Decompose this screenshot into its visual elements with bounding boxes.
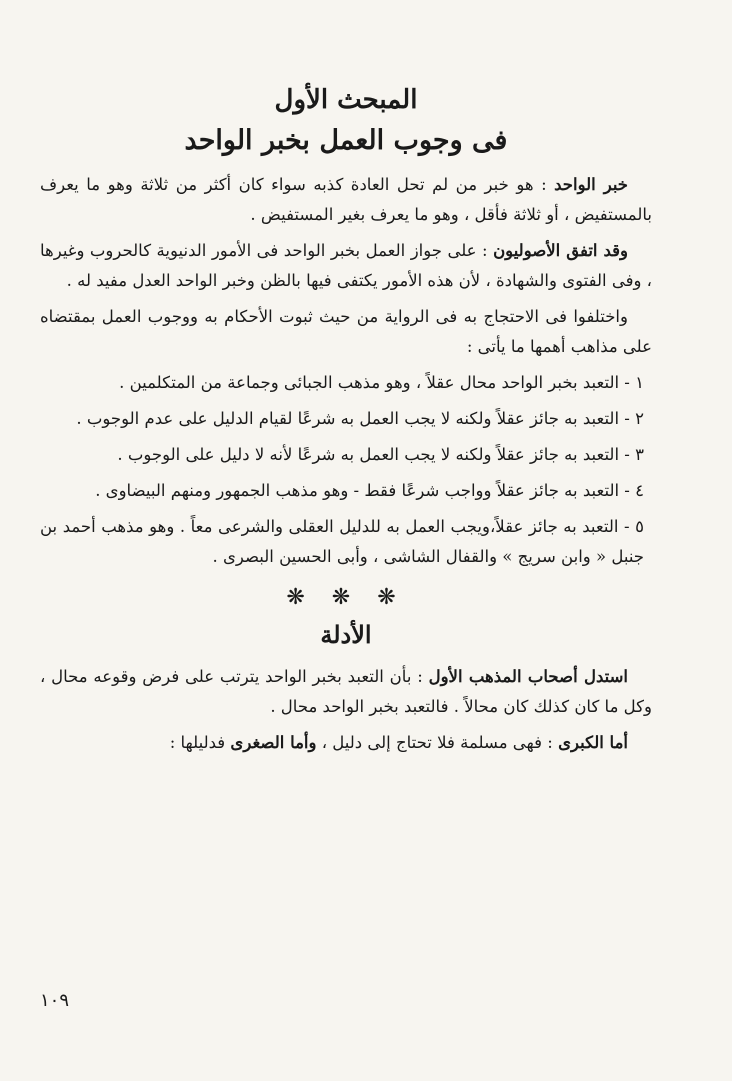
paragraph-text: : فهى مسلمة فلا تحتاج إلى دليل ، xyxy=(316,733,559,752)
term-minor-premise: وأما الصغرى xyxy=(230,733,317,752)
paragraph-text: : على جواز العمل بخبر الواحد فى الأمور الدنيوية كالحروب وغيرها ، وفى الفتوى والشهادة ، لأن هذه الأمور يكتفى فيها بالظن وخبر الواحد العدل مفيد له . xyxy=(40,241,652,290)
paragraph-text: : بأن التعبد بخبر الواحد يترتب على فرض وقوعه محال ، وكل ما كان كذلك كان محالاً . فالتعبد بخبر الواحد محال . xyxy=(40,667,652,716)
paragraph-first-school xyxy=(40,662,652,722)
list-item-1: ١ - التعبد بخبر الواحد محال عقلاً ، وهو مذهب الجبائى وجماعة من المتكلمين . xyxy=(119,373,644,392)
paragraph-text: : هو خبر من لم تحل العادة كذبه سواء كان أكثر من ثلاثة وهو ما يعرف بالمستفيض ، أو ثلاثة فأقل ، وهو ما يعرف بغير المستفيض . xyxy=(40,175,652,224)
list-item-3: ٣ - التعبد به جائز عقلاً ولكنه لا يجب العمل به شرعًا لأنه لا دليل على الوجوب . xyxy=(117,445,644,464)
paragraph-text: فدليلها : xyxy=(169,733,231,752)
paragraph-premises xyxy=(40,728,652,758)
term-khabar-wahid: خبر الواحد xyxy=(554,175,629,194)
section-title: المبحث الأول xyxy=(274,85,418,115)
list-item-4: ٤ - التعبد به جائز عقلاً وواجب شرعًا فقط - وهو مذهب الجمهور ومنهم البيضاوى . xyxy=(95,481,644,500)
paragraph-agreement xyxy=(40,236,652,296)
paragraph-definition xyxy=(40,170,652,230)
term-first-school: استدل أصحاب المذهب الأول xyxy=(428,667,628,686)
list-item-5: ٥ - التعبد به جائز عقلاً،ويجب العمل به للدليل العقلى والشرعى معاً . وهو مذهب أحمد بن جنبل « وابن سريج » والقفال الشاشى ، وأبى الحسين البصرى . xyxy=(40,517,644,566)
list-item-2: ٢ - التعبد به جائز عقلاً ولكنه لا يجب العمل به شرعًا لقيام الدليل على عدم الوجوب . xyxy=(76,409,644,428)
term-major-premise: أما الكبرى xyxy=(558,733,628,752)
page-number: ١٠٩ xyxy=(40,990,70,1011)
section-separator: ❋ ❋ ❋ xyxy=(286,585,406,610)
section-subtitle: فى وجوب العمل بخبر الواحد xyxy=(184,125,508,156)
paragraph-disagreement: واختلفوا فى الاحتجاج به فى الرواية من حيث ثبوت الأحكام به ووجوب العمل بمقتضاه على مذاهب أهمها ما يأتى : xyxy=(40,307,652,356)
term-usuliyun: وقد اتفق الأصوليون xyxy=(493,241,629,260)
evidence-title: الأدلة xyxy=(320,620,372,649)
page-body xyxy=(40,80,652,764)
